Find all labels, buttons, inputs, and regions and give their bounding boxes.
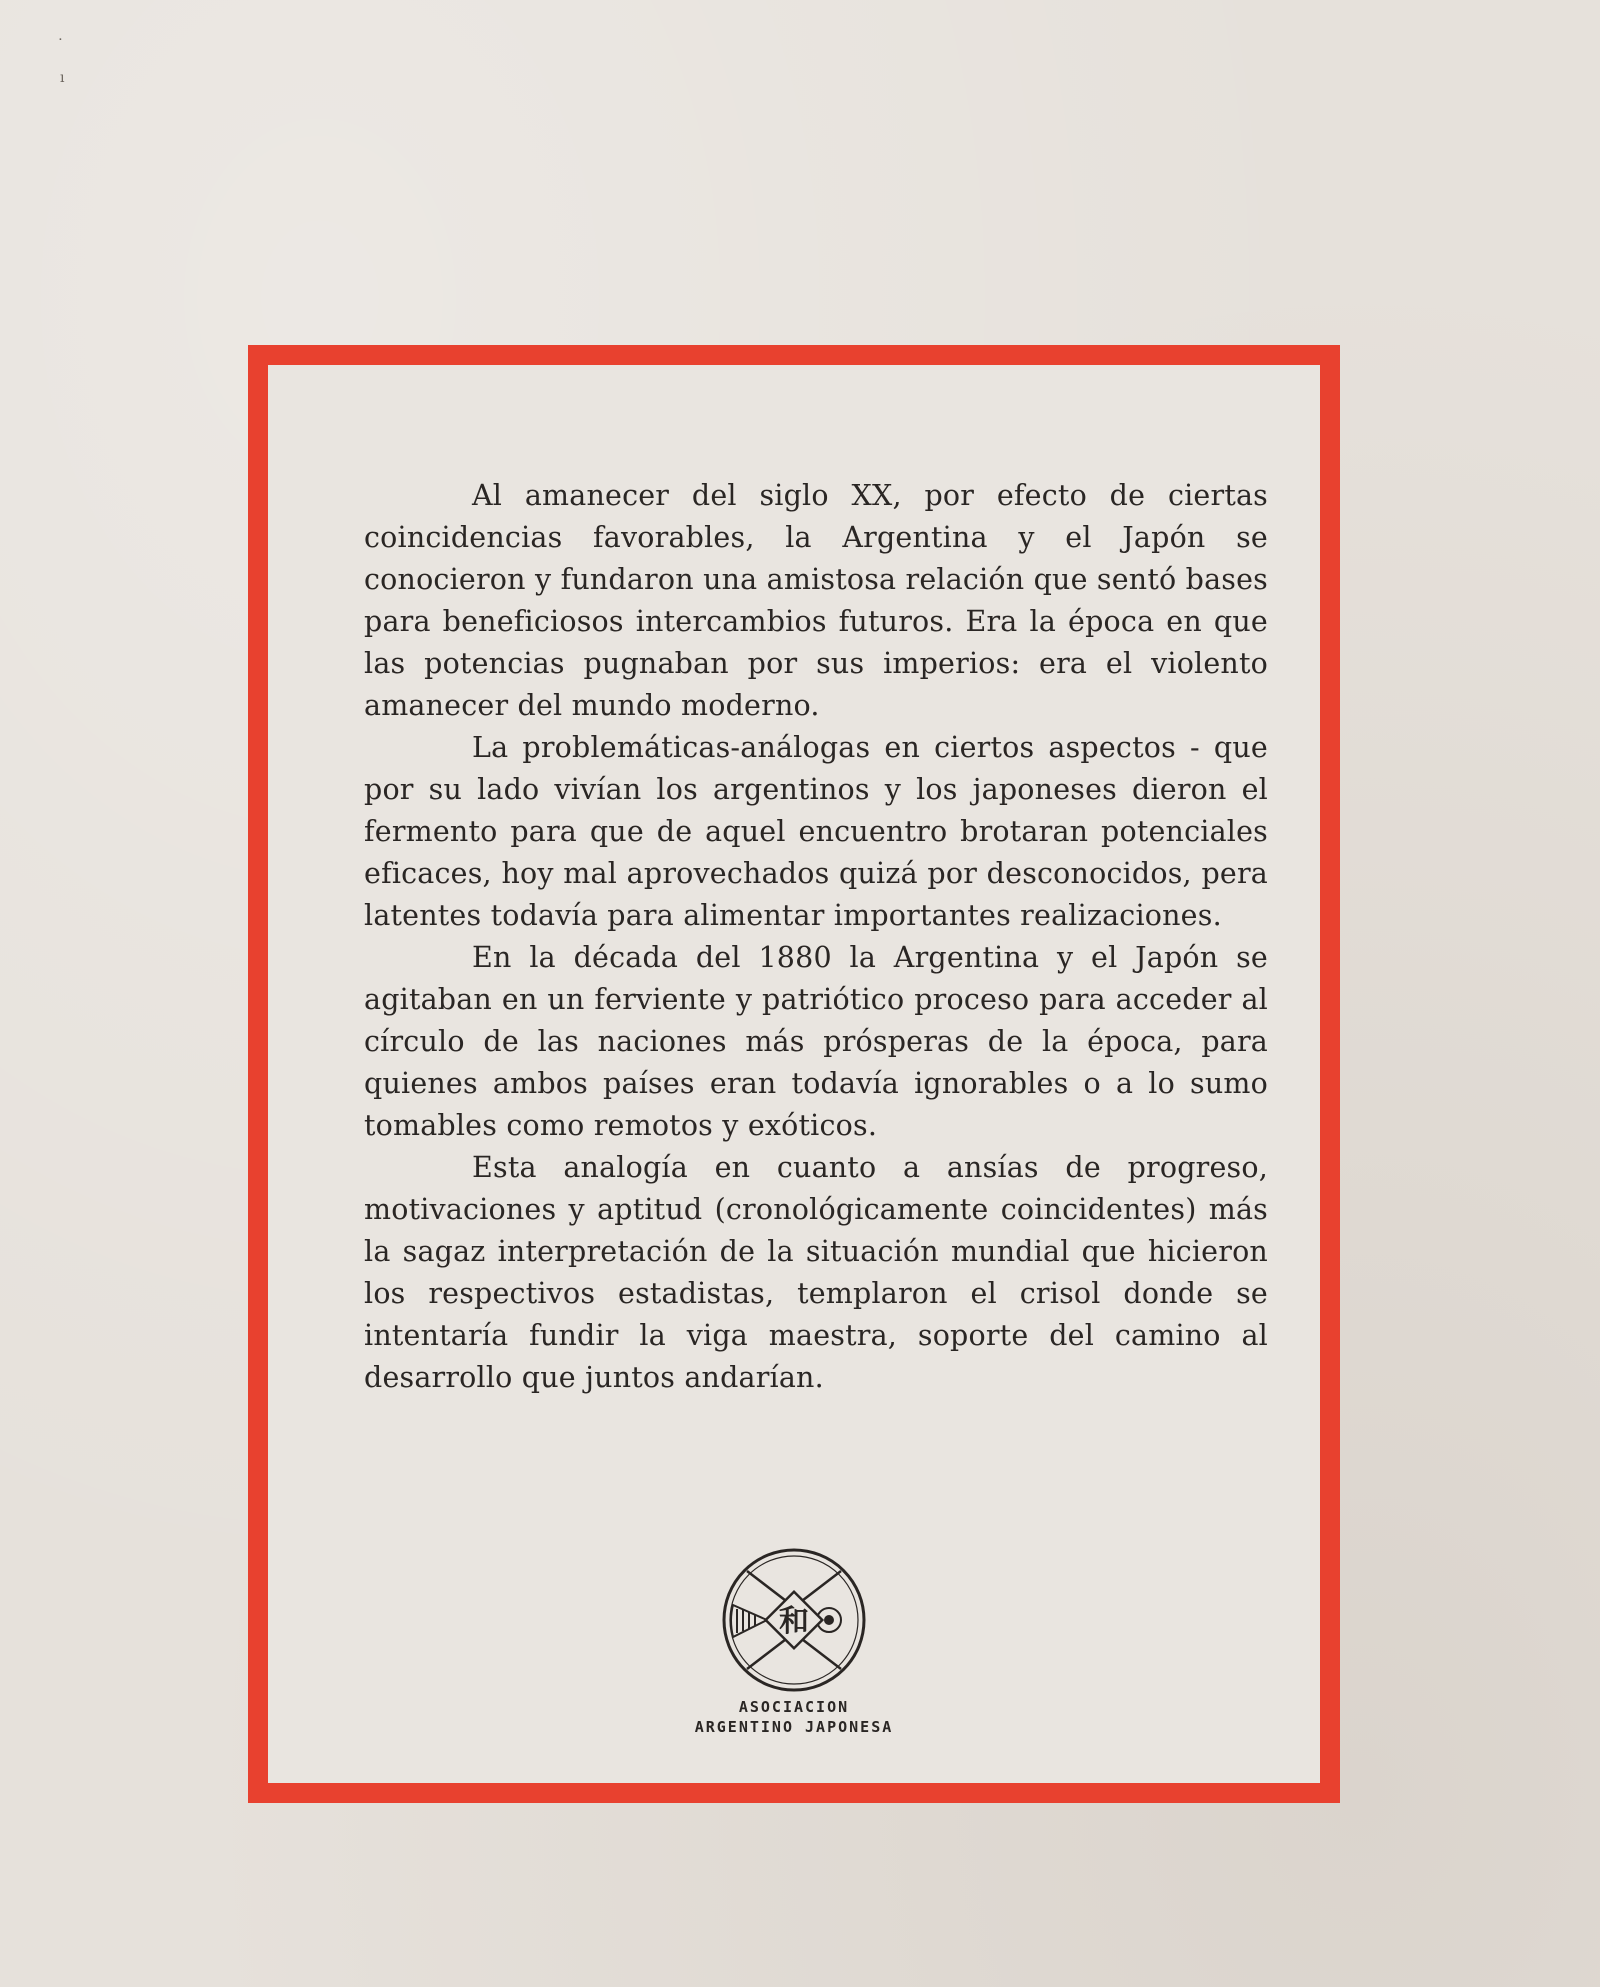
blurb-paragraph-2: La problemáticas-análogas en ciertos aspectos - que por su lado vivían los argentinos y los japoneses dieron el fermento para que de aquel encuentro brotaran potenciales eficaces, hoy mal aprovechados quizá por desconocidos, pera latentes todavía para alimentar importantes realizaciones. [364, 731, 1268, 932]
blurb-paragraph-3: En la década del 1880 la Argentina y el Japón se agitaban en un ferviente y patriótico proceso para acceder al círculo de las naciones más prósperas de la época, para quienes ambos países eran todavía ignorables o a lo sumo tomables como remotos y exóticos. [364, 941, 1268, 1142]
paper-mark: ı [60, 70, 65, 86]
blurb-paragraph-1: Al amanecer del siglo XX, por efecto de ciertas coincidencias favorables, la Argentina y el Japón se conocieron y fundaron una amistosa relación que sentó bases para beneficiosos intercambios futuros. Era la época en que las potencias pugnaban por sus imperios: era el violento amanecer del mundo moderno. [364, 479, 1268, 722]
association-emblem-icon [719, 1545, 869, 1695]
blurb-text [364, 475, 1268, 1399]
paper-mark: ⋅ [58, 32, 63, 48]
logo-line-2: ARGENTINO JAPONESA [694, 1718, 894, 1736]
association-logo [664, 1545, 924, 1737]
red-border-frame [248, 345, 1340, 1803]
blurb-paragraph-4: Esta analogía en cuanto a ansías de progreso, motivaciones y aptitud (cronológicamente coincidentes) más la sagaz interpretación de la situación mundial que hicieron los respectivos estadistas, templaron el crisol donde se intentaría fundir la viga maestra, soporte del camino al desarrollo que juntos andarían. [364, 1151, 1268, 1394]
logo-line-1: ASOCIACION [738, 1698, 850, 1716]
logo-glyph: 和 [779, 1604, 809, 1639]
